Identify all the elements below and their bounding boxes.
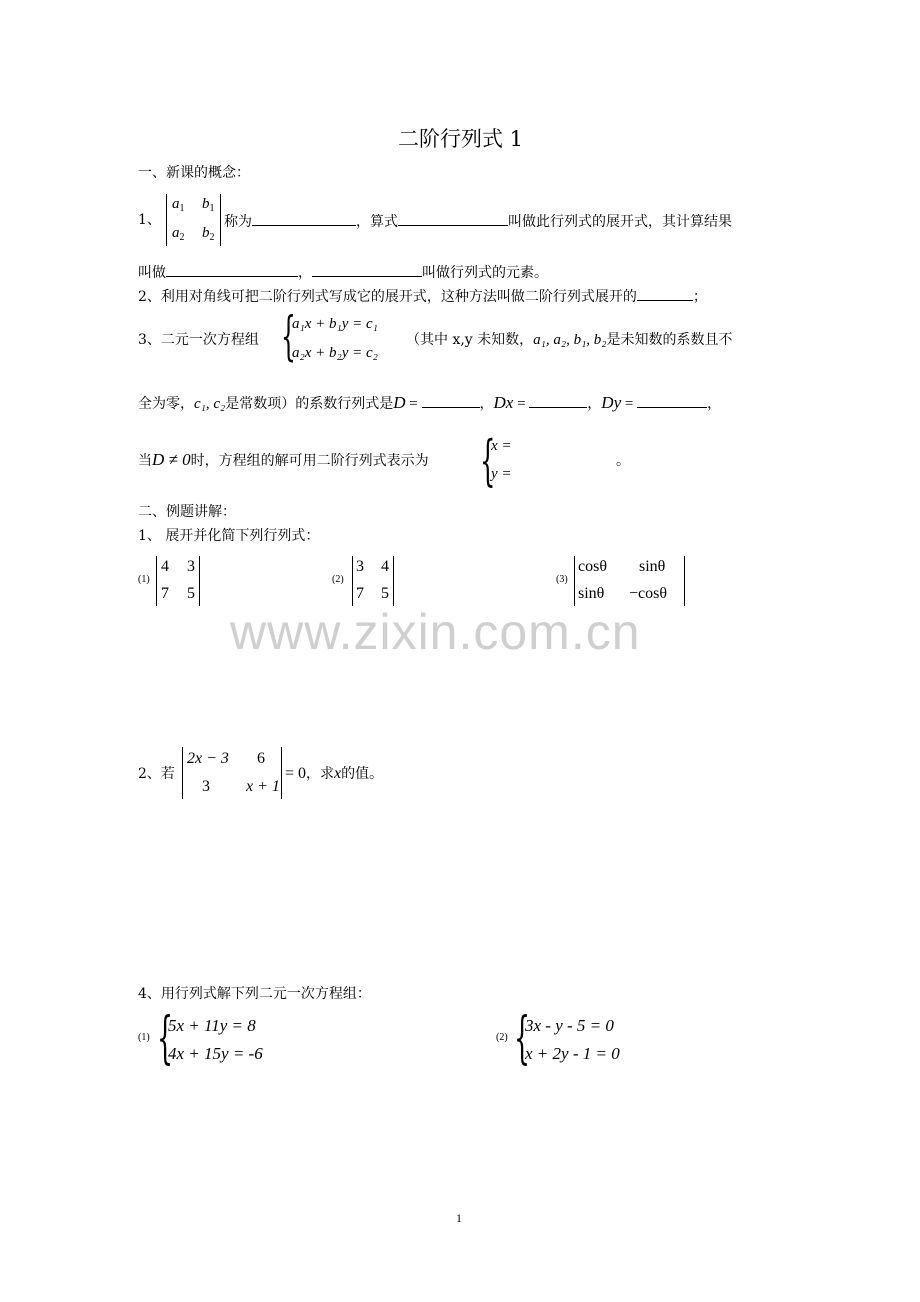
q3-y-eq: y = (491, 466, 512, 482)
det-1-a12: 3 (187, 558, 195, 575)
q1-line2-a: 叫做 (138, 265, 166, 281)
det-2-a11: 3 (356, 558, 364, 575)
q3-period: 。 (616, 453, 630, 469)
page-title: 二阶行列式 1 (398, 127, 524, 151)
q1-line2 (138, 262, 548, 282)
det-3-a22: −cosθ (629, 585, 668, 602)
q3-eq1: a₁x + b₁y = c₁ (292, 316, 378, 332)
det-3-a12: sinθ (639, 558, 666, 575)
page-number: 1 (456, 1211, 462, 1225)
q3-D-blank[interactable] (422, 393, 480, 408)
system-1-eq2: 4x + 15y = -6 (168, 1044, 263, 1063)
q3-Dy-label: Dy (601, 393, 622, 412)
det-3-tag: (3) (556, 574, 568, 585)
example1-label: 1、 展开并化简下列行列式： (138, 528, 320, 544)
example2-a21: 3 (202, 778, 210, 795)
det-2-a12: 4 (381, 558, 389, 575)
q3-Dx-blank[interactable] (529, 393, 587, 408)
watermark: www.zixin.com.cn (230, 604, 641, 660)
system-2-tag: (2) (496, 1032, 508, 1043)
example2-end: 的值。 (341, 766, 384, 782)
q3-system-brace: { (281, 307, 296, 367)
q2-end: ； (692, 289, 707, 305)
q1-text-c: 叫做此行列式的展开式，其计算结果 (508, 214, 732, 230)
det-2-a21: 7 (356, 585, 364, 602)
q3-line3-a: 当 (138, 453, 152, 469)
q3-coeffs: a₁, a₂, b₁, b₂ (533, 332, 607, 348)
q1-blank-2[interactable] (398, 211, 508, 226)
q1-blank-3[interactable] (166, 262, 298, 277)
q3-Dy-blank[interactable] (637, 393, 707, 408)
det-1-a21: 7 (161, 585, 169, 602)
example2-eq: = 0 (285, 765, 307, 782)
q1-line1 (224, 211, 732, 231)
q1-blank-1[interactable] (252, 211, 356, 226)
q3-line1-rest (406, 331, 733, 349)
q1-line2-c: 叫做行列式的元素。 (422, 265, 548, 281)
det-3-a21: sinθ (578, 585, 605, 602)
q3-line3-b: 时，方程组的解可用二阶行列式表示为 (190, 453, 429, 469)
q3-x-eq: x = (491, 438, 512, 454)
example2-tail (285, 765, 383, 783)
det-1-a11: 4 (161, 558, 169, 575)
q3-condition: D ≠ 0 (152, 450, 191, 469)
q3-solution-brace: { (480, 429, 496, 492)
system-2-eq1: 3x - y - 5 = 0 (525, 1016, 614, 1035)
q1-text-b: ，算式 (356, 214, 398, 230)
system-1-tag: (1) (138, 1032, 150, 1043)
q3-line3 (138, 451, 429, 470)
det-3-a11: cosθ (578, 558, 607, 575)
section2-heading: 二、例题讲解： (138, 504, 236, 520)
example2-a11: 2x − 3 (187, 750, 229, 767)
system-1-eq1: 5x + 11y = 8 (168, 1016, 256, 1035)
q3-paren-text2: 是未知数的系数且不 (606, 332, 733, 348)
section1-heading: 一、新课的概念： (138, 165, 250, 181)
q3-line2: 全为零，c₁, c₂是常数项）的系数行列式是D = ，Dx = ，Dy = ， (138, 393, 722, 412)
det-2-tag: (2) (332, 574, 344, 585)
q3-D-label: D (393, 393, 406, 412)
q2-line (138, 286, 707, 306)
q3-Dx-label: Dx (493, 393, 514, 412)
example4-label: 4、用行列式解下列二元一次方程组： (138, 986, 371, 1002)
q3-consts: c₁, c₂ (194, 396, 226, 412)
example2-post: ，求 (306, 766, 335, 782)
q3-line2-a: 全为零， (138, 396, 194, 412)
example2-pre: 2、若 (138, 766, 175, 782)
det-2-a22: 5 (381, 585, 389, 602)
example2-a22: x + 1 (246, 778, 280, 795)
q2-blank[interactable] (637, 286, 693, 301)
q1-text-a: 称为 (224, 214, 252, 230)
example2-a12: 6 (257, 750, 265, 767)
q1-line2-b: ， (298, 265, 312, 281)
q2-text: 2、利用对角线可把二阶行列式写成它的展开式，这种方法叫做二阶行列式展开的 (138, 289, 637, 305)
q3-paren-text: （其中 x,y 未知数， (406, 332, 534, 348)
q3-number: 3、二元一次方程组 (138, 332, 259, 348)
system-2-eq2: x + 2y - 1 = 0 (525, 1044, 620, 1063)
det-1-tag: (1) (138, 574, 150, 585)
example2-var: x (334, 765, 342, 782)
det-1-a22: 5 (187, 585, 195, 602)
q3-line2-b: 是常数项）的系数行列式是 (225, 396, 394, 412)
q3-eq2: a₂x + b₂y = c₂ (292, 345, 378, 361)
q1-blank-4[interactable] (312, 262, 422, 277)
q1-number: 1、 (138, 212, 161, 228)
